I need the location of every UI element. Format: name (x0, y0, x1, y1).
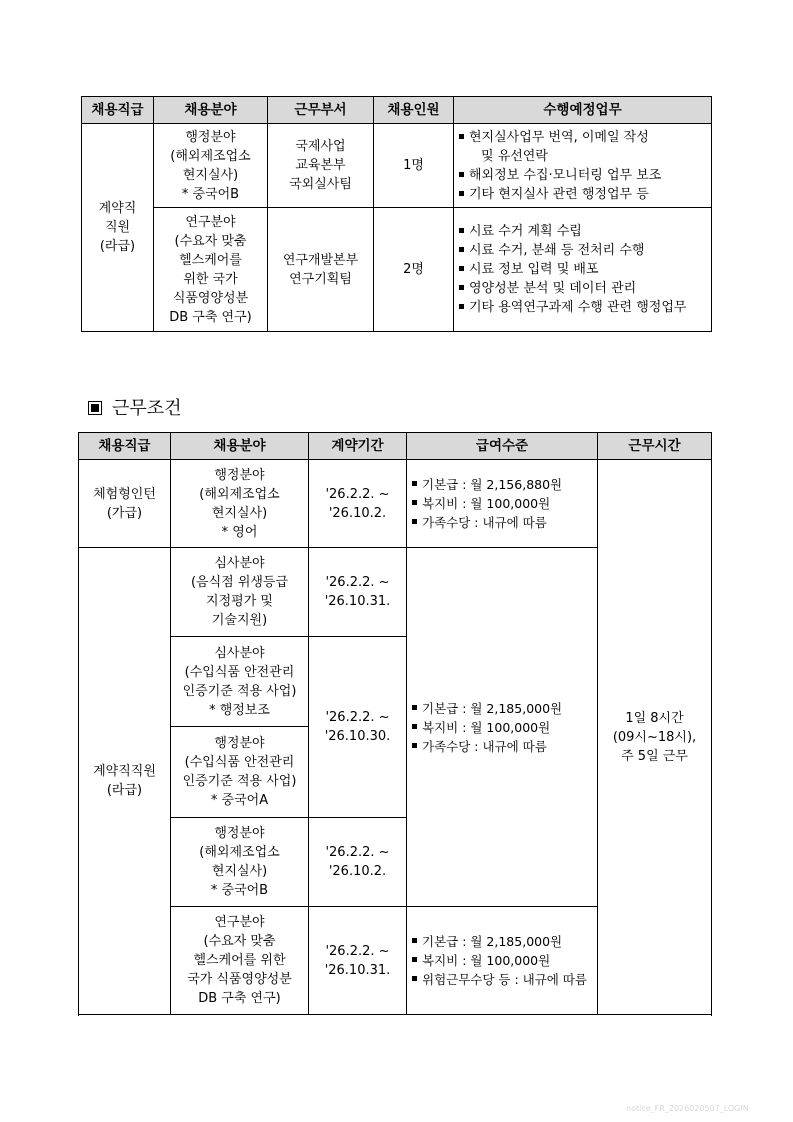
field-line: 식품영양성분 (172, 290, 249, 306)
field-line: * 중국어B (181, 186, 240, 202)
field-line: 행정분야 (214, 467, 265, 483)
period-line: '26.2.2. ~ (325, 486, 390, 502)
field-cell (171, 460, 309, 548)
grade-line: 직원 (104, 220, 131, 235)
count-cell: 1명 (374, 124, 454, 208)
dept-line: 국제사업 (295, 139, 346, 154)
pay-cell (407, 907, 598, 1015)
dept-line: 교육본부 (295, 158, 346, 173)
list-item: 복지비 : 월 100,000원 (412, 951, 594, 970)
field-line: 행정분야 (214, 826, 265, 841)
hours-cell (598, 460, 712, 1015)
field-line: 심사분야 (214, 556, 265, 571)
field-line: (해외제조업소 (170, 148, 251, 164)
list-item: 기타 현지실사 관련 행정업무 등 (459, 185, 708, 204)
field-line: 행정분야 (185, 129, 236, 145)
period-line: '26.2.2. ~ (325, 943, 390, 959)
header-hours: 근무시간 (598, 433, 712, 460)
header-field: 채용분야 (171, 433, 309, 460)
dept-line: 국외실사팀 (289, 177, 352, 192)
grade-cell (79, 548, 171, 1015)
list-item: 시료 수거 계획 수립 (459, 222, 708, 241)
list-item: 기본급 : 월 2,185,000원 (412, 699, 594, 718)
grade-cell (79, 460, 171, 548)
field-line: * 영어 (221, 524, 258, 540)
work-conditions-table (78, 432, 712, 1015)
field-line: (수요자 맞춤 (174, 233, 247, 249)
header-dept: 근무부서 (268, 97, 374, 124)
hours-line: 주 5일 근무 (621, 748, 688, 764)
period-line: '26.10.31. (324, 962, 391, 978)
header-count: 채용인원 (374, 97, 454, 124)
period-line: '26.2.2. ~ (325, 845, 390, 860)
grade-line: (라급) (99, 239, 136, 254)
field-cell (171, 548, 309, 637)
grade-line: 체험형인턴 (93, 486, 156, 502)
field-line: * 중국어B (210, 883, 269, 898)
dept-line: 연구기획팀 (289, 271, 352, 287)
field-line: (수입식품 안전관리 (184, 755, 295, 770)
grade-line: (가급) (106, 505, 143, 521)
field-line: 연구분야 (214, 915, 265, 930)
header-grade: 채용직급 (79, 433, 171, 460)
hours-line: (09시~18시), (612, 729, 697, 745)
watermark: notice_FR_2026020507_LOGIN (626, 1104, 749, 1113)
field-cell (171, 637, 309, 727)
field-line: DB 구축 연구) (198, 991, 281, 1006)
list-item: 기타 용역연구과제 수행 관련 행정업무 (459, 298, 708, 317)
field-line: (해외제조업소 (199, 486, 280, 502)
section-title (88, 396, 182, 422)
list-item: 영양성분 분석 및 데이터 관리 (459, 279, 708, 298)
field-line: 지정평가 및 (206, 594, 273, 609)
list-item: 위험근무수당 등 : 내규에 따름 (412, 970, 594, 989)
table-row (82, 208, 712, 332)
header-grade: 채용직급 (82, 97, 154, 124)
period-line: '26.10.30. (324, 729, 391, 744)
list-item: 시료 정보 입력 및 배포 (459, 260, 708, 279)
duties-cell (454, 124, 712, 208)
section-title-text: 근무조건 (112, 398, 182, 419)
dept-line: 연구개발본부 (282, 252, 359, 268)
list-item: 현지실사업무 번역, 이메일 작성 (459, 128, 708, 147)
period-cell (309, 460, 407, 548)
dept-cell (268, 124, 374, 208)
field-line: (음식점 위생등급 (190, 575, 289, 590)
list-item: 가족수당 : 내규에 따름 (412, 513, 594, 532)
pay-cell (407, 548, 598, 907)
field-line: (해외제조업소 (199, 845, 280, 860)
filled-square-icon (88, 401, 102, 415)
period-line: '26.2.2. ~ (325, 710, 390, 725)
list-item: 가족수당 : 내규에 따름 (412, 737, 594, 756)
header-duties: 수행예정업무 (454, 97, 712, 124)
hours-line: 1일 8시간 (625, 710, 684, 726)
grade-line: 계약직 (98, 201, 137, 216)
grade-cell (82, 124, 154, 332)
period-cell (309, 907, 407, 1015)
pay-cell (407, 460, 598, 548)
field-line: 현지실사) (211, 864, 268, 879)
field-line: (수요자 맞춤 (203, 934, 276, 949)
list-item: 및 유선연락 (481, 148, 548, 164)
field-line: 연구분야 (185, 214, 236, 230)
field-line: 헬스케어를 (179, 252, 242, 268)
field-line: 기술지원) (211, 613, 268, 628)
list-item: 시료 수거, 분쇄 등 전처리 수행 (459, 241, 708, 260)
list-item: 복지비 : 월 100,000원 (412, 718, 594, 737)
list-item: 해외정보 수집·모니터링 업무 보조 (459, 166, 708, 185)
field-line: 심사분야 (214, 645, 265, 661)
table-header-row (79, 433, 712, 460)
field-line: 인증기준 적용 사업) (182, 774, 297, 789)
table-row (82, 124, 712, 208)
count-cell: 2명 (374, 208, 454, 332)
period-line: '26.2.2. ~ (325, 575, 390, 590)
field-line: * 중국어A (210, 793, 269, 808)
field-cell (154, 124, 268, 208)
field-line: * 행정보조 (209, 702, 270, 718)
field-cell (171, 907, 309, 1015)
field-cell (154, 208, 268, 332)
field-line: DB 구축 연구) (169, 309, 252, 325)
field-cell (171, 818, 309, 907)
period-cell (309, 818, 407, 907)
list-item: 기본급 : 월 2,156,880원 (412, 475, 594, 494)
period-line: '26.10.2. (328, 864, 387, 879)
field-line: 인증기준 적용 사업) (182, 683, 297, 699)
grade-line: 계약직직원 (93, 764, 156, 779)
list-item: 복지비 : 월 100,000원 (412, 494, 594, 513)
table-header-row (82, 97, 712, 124)
field-cell (171, 727, 309, 818)
header-field: 채용분야 (154, 97, 268, 124)
field-line: 현지실사) (182, 167, 239, 183)
period-cell (309, 637, 407, 818)
field-line: 헬스케어를 위한 (193, 953, 286, 968)
table-row (79, 460, 712, 548)
dept-cell (268, 208, 374, 332)
header-period: 계약기간 (309, 433, 407, 460)
list-item: 기본급 : 월 2,185,000원 (412, 932, 594, 951)
period-line: '26.10.2. (328, 505, 387, 521)
field-line: 행정분야 (214, 736, 265, 751)
field-line: 위한 국가 (183, 271, 238, 287)
recruitment-table (81, 96, 712, 332)
field-line: (수입식품 안전관리 (184, 664, 295, 680)
period-line: '26.10.31. (324, 594, 391, 609)
duties-cell (454, 208, 712, 332)
header-pay: 급여수준 (407, 433, 598, 460)
field-line: 국가 식품영양성분 (187, 972, 292, 987)
field-line: 현지실사) (211, 505, 268, 521)
period-cell (309, 548, 407, 637)
grade-line: (라급) (106, 783, 143, 798)
